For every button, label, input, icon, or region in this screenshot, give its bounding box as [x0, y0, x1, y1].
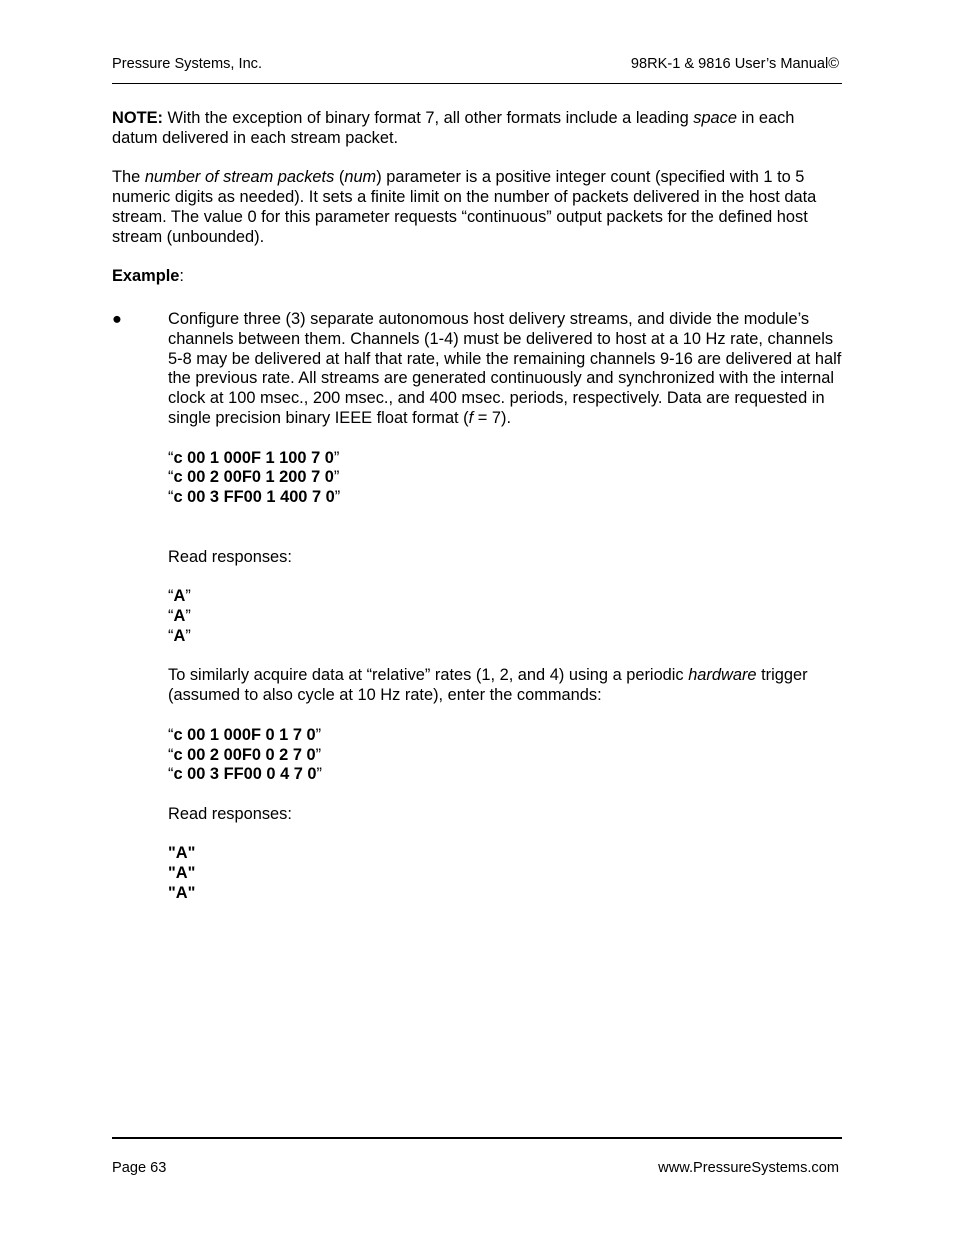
- header-manual-title: 98RK-1 & 9816 User’s Manual©: [630, 56, 839, 72]
- footer-website: www.PressureSystems.com: [658, 1160, 839, 1176]
- hardware-trigger-paragraph: To similarly acquire data at “relative” rates (1, 2, and 4) using a periodic hardware trigger (assumed to also cycle at 10 Hz rate), enter the commands:: [168, 666, 808, 705]
- command-line: “c 00 1 000F 1 100 7 0”: [168, 448, 340, 467]
- footer-page-number: Page 63: [112, 1160, 167, 1176]
- commands-block-1: [112, 449, 842, 508]
- example-heading: Example:: [112, 267, 184, 286]
- header-rule: [112, 83, 842, 84]
- responses-block-1: [112, 548, 842, 647]
- bullet-paragraph: Configure three (3) separate autonomous host delivery streams, and divide the module’s channels between them. Channels (1-4) must be delivered to host at a 10 Hz rate, channels 5-8 may be delivered at half that rate, while the remaining channels 9-16 are delivered at half the previous rate. All streams are generated continuously and synchronized with the internal clock at 100 msec., 200 msec., and 400 msec. periods, respectively. Data are requested in single precision binary IEEE float format (f = 7).: [168, 309, 842, 427]
- example-bullet: [112, 310, 842, 429]
- note-paragraph: NOTE: With the exception of binary format 7, all other formats include a leading space in each datum delivered in each stream packet.: [112, 109, 795, 147]
- response-line: “A”: [168, 606, 191, 625]
- num-paragraph: The number of stream packets (num) parameter is a positive integer count (specified with 1 to 5 numeric digits as needed). It sets a finite limit on the number of packets delivered in the host data stream. The value 0 for this parameter requests “continuous” output packets for the defined host stream (unbounded).: [112, 168, 817, 246]
- bullet-dot: ●: [112, 309, 122, 328]
- read-responses-label: Read responses:: [168, 547, 292, 566]
- command-line: “c 00 2 00F0 1 200 7 0”: [168, 468, 340, 487]
- read-responses-label: Read responses:: [168, 804, 292, 823]
- command-line: “c 00 2 00F0 0 2 7 0”: [168, 745, 322, 764]
- response-line: "A": [168, 884, 196, 903]
- command-line: “c 00 3 FF00 0 4 7 0”: [168, 765, 322, 784]
- commands-block-2: [112, 726, 842, 785]
- command-line: “c 00 1 000F 0 1 7 0”: [168, 725, 322, 744]
- response-line: “A”: [168, 626, 191, 645]
- response-line: "A": [168, 844, 196, 863]
- response-line: "A": [168, 864, 196, 883]
- command-line: “c 00 3 FF00 1 400 7 0”: [168, 488, 341, 507]
- page-content: [112, 109, 842, 904]
- header-company: Pressure Systems, Inc.: [112, 56, 263, 72]
- response-line: “A”: [168, 587, 191, 606]
- footer-rule: [112, 1137, 842, 1139]
- responses-block-2: [112, 805, 842, 904]
- note-label: NOTE:: [112, 109, 163, 127]
